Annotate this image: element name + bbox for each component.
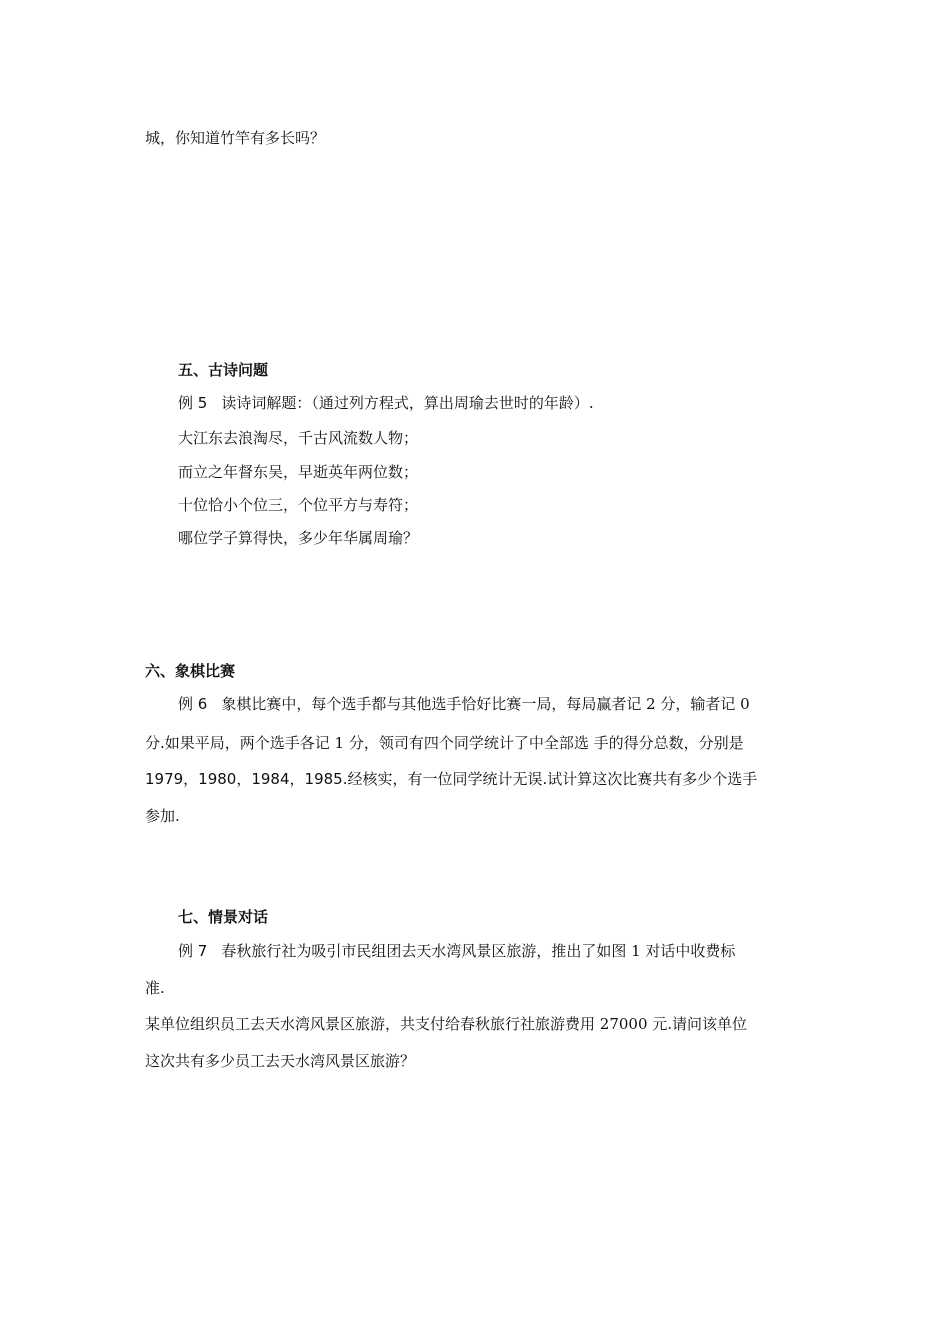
example-5-line	[178, 393, 594, 413]
poem-line-3: 十位恰小个位三，个位平方与寿符；	[178, 496, 419, 514]
example-7-text-1: 春秋旅行社为吸引市民组团去天水湾风景区旅游，推出了如图 1 对话中收费标	[221, 942, 736, 960]
example-7-line-3: 某单位组织员工去天水湾风景区旅游，共支付给春秋旅行社旅游费用 27000 元.请问该单位	[145, 1015, 748, 1033]
continued-text-line: 城，你知道竹竿有多长吗？	[145, 129, 326, 147]
poem-line-4: 哪位学子算得快，多少年华属周瑜？	[178, 529, 419, 547]
example-7-label: 例 7	[178, 942, 208, 960]
example-7-line-1	[178, 941, 735, 961]
example-7-line-4: 这次共有多少员工去天水湾风景区旅游？	[145, 1052, 416, 1070]
example-6-line-2: 分.如果平局，两个选手各记 1 分，领司有四个同学统计了中全部选 手的得分总数，分别是	[145, 734, 744, 752]
example-6-label: 例 6	[178, 695, 208, 713]
example-5-label: 例 5	[178, 394, 208, 412]
section-5-heading: 五、古诗问题	[178, 361, 269, 379]
example-6-line-3: 1979，1980，1984，1985.经核实，有一位同学统计无误.试计算这次比赛共有多少个选手	[145, 770, 758, 788]
example-5-text: 读诗词解题：（通过列方程式，算出周瑜去世时的年龄）.	[221, 394, 594, 412]
section-7-heading: 七、情景对话	[178, 908, 269, 926]
example-6-line-1	[178, 694, 750, 714]
example-6-text-1: 象棋比赛中，每个选手都与其他选手恰好比赛一局，每局赢者记 2 分，输者记 0	[221, 695, 750, 713]
section-6-heading: 六、象棋比赛	[145, 662, 236, 680]
example-7-line-2: 准.	[145, 979, 165, 997]
example-6-line-4: 参加.	[145, 807, 180, 825]
poem-line-2: 而立之年督东吴，早逝英年两位数；	[178, 463, 419, 481]
poem-line-1: 大江东去浪淘尽，千古风流数人物；	[178, 429, 419, 447]
